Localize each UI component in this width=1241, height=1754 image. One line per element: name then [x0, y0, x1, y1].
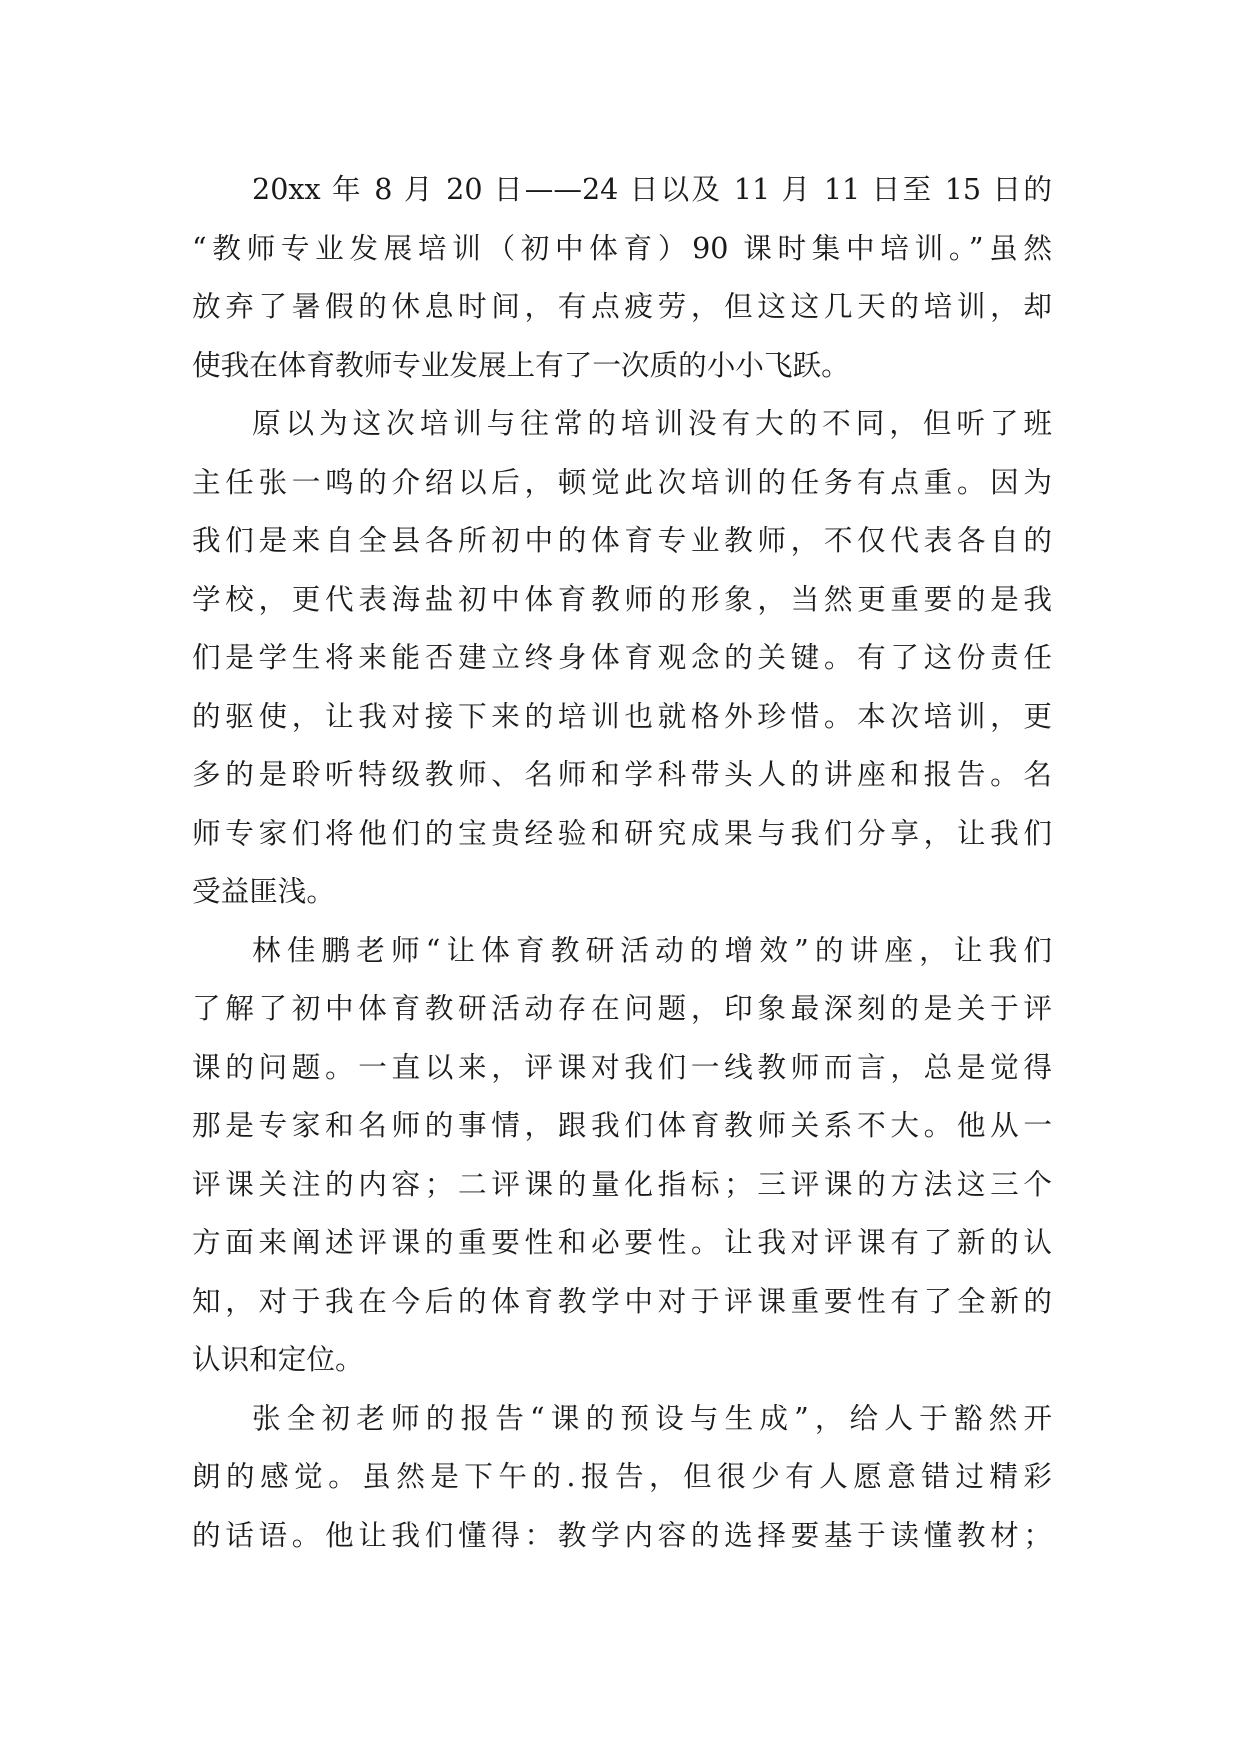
text-line: “教师专业发展培训（初中体育）90 课时集中培训。”虽然 [192, 230, 1052, 265]
text-line: 学校，更代表海盐初中体育教师的形象，当然更重要的是我 [192, 581, 1052, 616]
paragraph-4 [192, 1389, 1052, 1565]
text-line: 放弃了暑假的休息时间，有点疲劳，但这这几天的培训，却 [192, 289, 1052, 323]
text-line: 评课关注的内容；二评课的量化指标；三评课的方法这三个 [192, 1166, 1052, 1201]
text-line: 主任张一鸣的介绍以后，顿觉此次培训的任务有点重。因为 [192, 464, 1052, 499]
paragraph-2 [192, 394, 1052, 921]
text-line: 20xx 年 8 月 20 日——24 日以及 11 月 11 日至 15 日的 [252, 172, 1052, 206]
text-line: 使我在体育教师专业发展上有了一次质的小小飞跃。 [192, 347, 850, 382]
text-line: 朗的感觉。虽然是下午的.报告，但很少有人愿意错过精彩 [192, 1459, 1052, 1493]
text-line: 了解了初中体育教研活动存在问题，印象最深刻的是关于评 [192, 991, 1052, 1025]
text-line: 那是专家和名师的事情，跟我们体育教师关系不大。他从一 [192, 1108, 1052, 1142]
text-line: 知，对于我在今后的体育教学中对于评课重要性有了全新的 [192, 1283, 1052, 1318]
text-line: 方面来阐述评课的重要性和必要性。让我对评课有了新的认 [192, 1225, 1052, 1259]
text-line: 原以为这次培训与往常的培训没有大的不同，但听了班 [252, 406, 1052, 440]
text-line: 的驱使，让我对接下来的培训也就格外珍惜。本次培训，更 [192, 698, 1052, 733]
text-line: 们是学生将来能否建立终身体育观念的关键。有了这份责任 [192, 640, 1052, 674]
text-line: 的话语。他让我们懂得：教学内容的选择要基于读懂教材； [192, 1517, 1052, 1552]
document-body [192, 160, 1052, 1564]
text-line: 张全初老师的报告“课的预设与生成”，给人于豁然开 [252, 1400, 1052, 1435]
text-line: 师专家们将他们的宝贵经验和研究成果与我们分享，让我们 [192, 815, 1052, 850]
text-line: 多的是聆听特级教师、名师和学科带头人的讲座和报告。名 [192, 757, 1052, 791]
paragraph-1 [192, 160, 1052, 394]
text-line: 受益匪浅。 [192, 874, 335, 908]
text-line: 课的问题。一直以来，评课对我们一线教师而言，总是觉得 [192, 1049, 1052, 1084]
text-line: 林佳鹏老师“让体育教研活动的增效”的讲座，让我们 [252, 932, 1052, 967]
text-line: 认识和定位。 [192, 1342, 364, 1376]
text-line: 我们是来自全县各所初中的体育专业教师，不仅代表各自的 [192, 523, 1052, 557]
paragraph-3 [192, 921, 1052, 1389]
